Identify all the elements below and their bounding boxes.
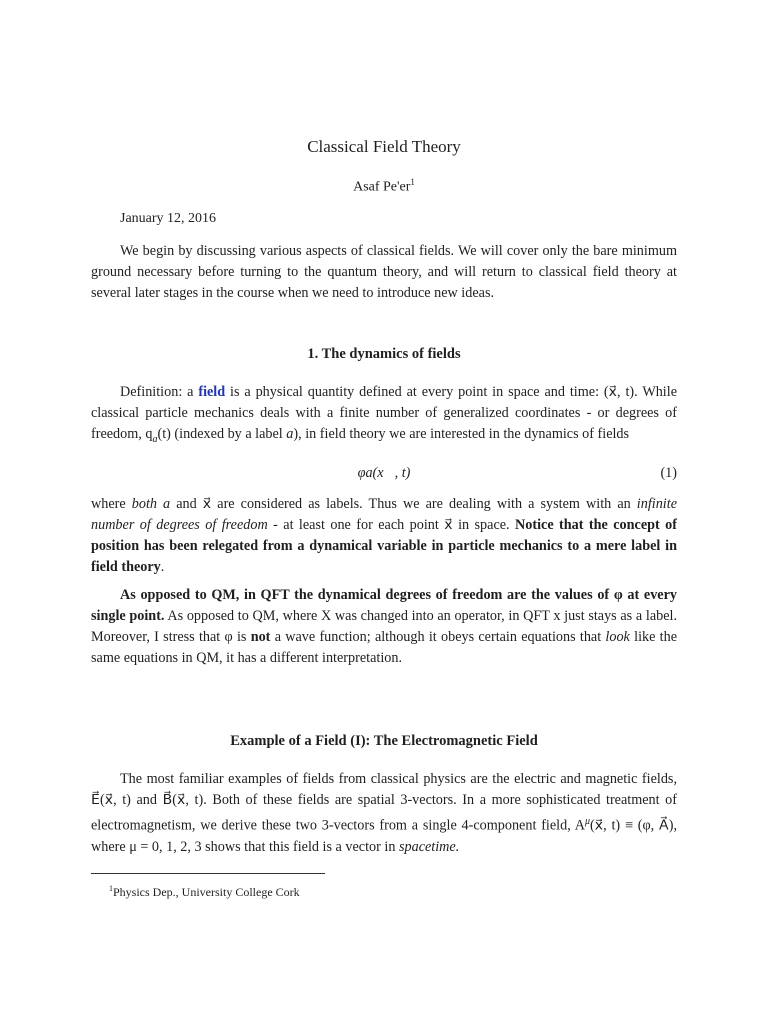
equation-expression: φa(x⃗, t): [357, 465, 411, 481]
paper-date: January 12, 2016: [120, 211, 217, 226]
author-footnote-mark: 1: [410, 177, 415, 187]
p2-both-a: both a: [131, 496, 171, 512]
p3-look: look: [605, 629, 630, 645]
equation-1: [0, 465, 768, 487]
def-text-2: is a physical quantity defined at every point in space and time: (x⃗, t). While classical particle mechanics deals with a finite number of generalized coordinates - or degrees of freedom, q: [91, 384, 677, 442]
footnote-text: Physics Dep., University College Cork: [113, 885, 300, 899]
definition-paragraph: [91, 382, 677, 450]
p3-bold-statement: As opposed to QM, in QFT the dynamical degrees of freedom are the values of φ at every single point.: [91, 587, 677, 624]
p4-text-2: (x⃗, t) ≡ (φ, A⃗), where μ = 0, 1, 2, 3 shows that this field is a vector in: [91, 817, 677, 855]
p3-not: not: [250, 629, 271, 645]
def-subscript-a: a: [152, 433, 158, 445]
p4-text-1: The most familiar examples of fields from classical physics are the electric and magnetic fields, E⃗(x⃗, t) and B⃗(x⃗, t). Both of these fields are spatial 3-vectors. In a more sophisticated treatment of electromagnetism, we derive these two 3-vectors from a single 4-component field, A: [91, 771, 677, 834]
equation-number: (1): [660, 465, 677, 481]
labels-paragraph: [91, 494, 677, 578]
footnote: [109, 884, 300, 900]
p3-text-2: a wave function; although it obeys certain equations that: [270, 629, 606, 645]
p2-infinite-dof: infinite number of degrees of freedom: [91, 496, 677, 533]
def-text-4: ), in field theory we are interested in the dynamics of fields: [293, 426, 630, 442]
p2-text-3: - at least one for each point x⃗ in space.: [267, 517, 516, 533]
p2-text-1: where: [91, 496, 132, 512]
author-line: [0, 177, 768, 196]
em-field-paragraph: [91, 769, 677, 858]
p4-spacetime: spacetime.: [398, 838, 460, 855]
p3-text-3: like the same equations in QM, it has a different interpretation.: [91, 629, 677, 666]
p4-superscript-mu: μ: [585, 816, 591, 827]
footnote-mark: 1: [109, 884, 113, 893]
p2-bold-statement: Notice that the concept of position has been relegated from a dynamical variable in particle mechanics to a mere label in field theory: [91, 517, 677, 575]
section-heading-1: 1. The dynamics of fields: [307, 346, 461, 362]
p3-text-1: As opposed to QM, where X was changed into an operator, in QFT x just stays as a label. Moreover, I stress that φ is: [91, 608, 677, 645]
author-name: Asaf Pe'er: [353, 179, 411, 195]
p2-text-2: and x⃗ are considered as labels. Thus we are dealing with a system with an: [170, 496, 637, 512]
paper-title: Classical Field Theory: [307, 137, 461, 156]
section-heading-2: Example of a Field (I): The Electromagnetic Field: [230, 733, 538, 749]
def-text-3: (t) (indexed by a label: [157, 426, 287, 442]
footnote-rule: [91, 873, 325, 874]
field-link[interactable]: field: [198, 384, 226, 400]
qft-paragraph: [91, 585, 677, 669]
p2-text-4: .: [160, 559, 165, 575]
intro-paragraph: We begin by discussing various aspects of classical fields. We will cover only the bare minimum ground necessary before turning to the quantum theory, and will return to classical field theory at several later stages in the course when we need to introduce new ideas.: [91, 243, 677, 301]
def-text-1: Definition: a: [120, 384, 199, 400]
def-label-a: a: [286, 426, 294, 442]
